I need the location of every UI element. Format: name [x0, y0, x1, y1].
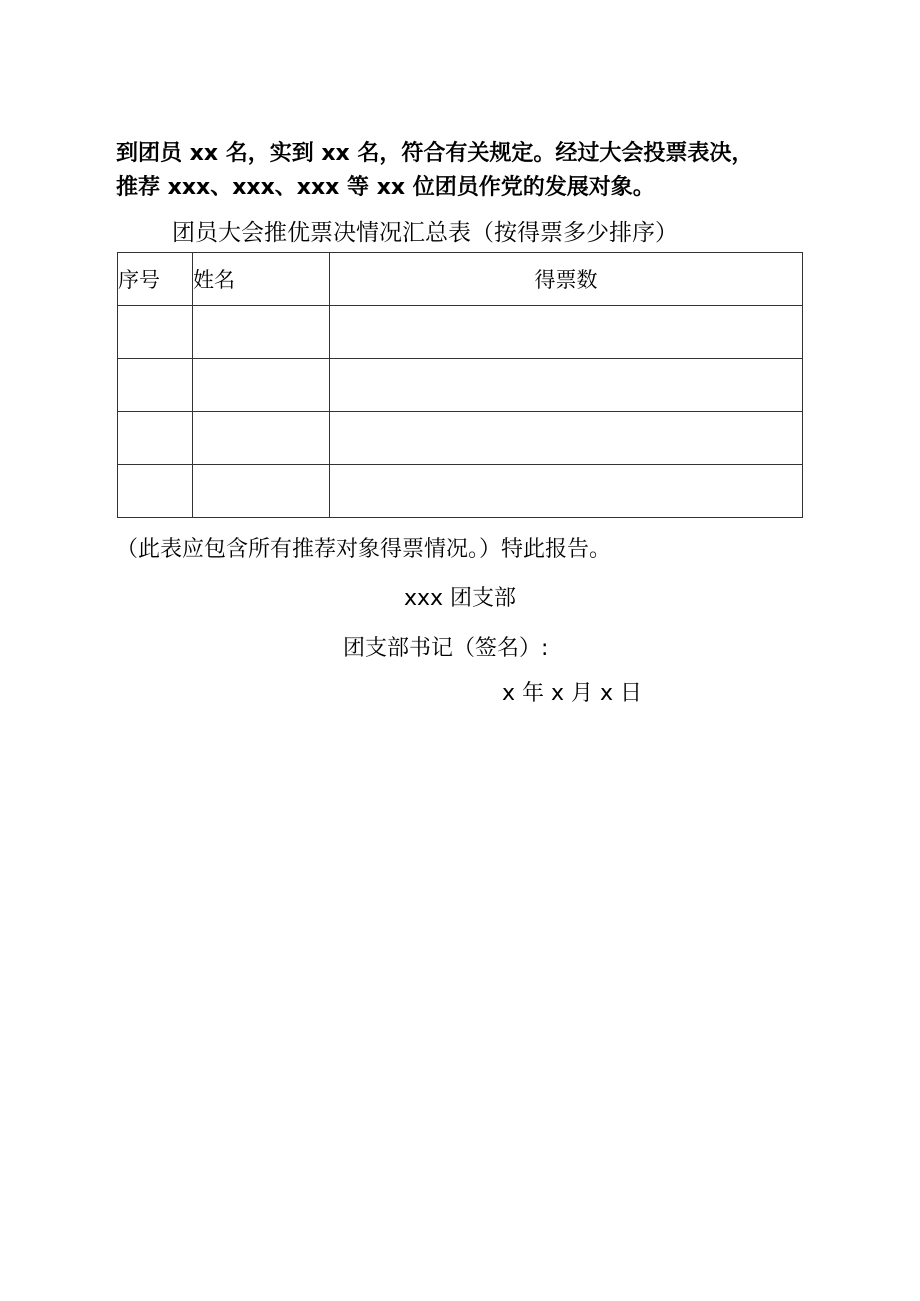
table-row	[118, 306, 803, 359]
cell-serial-number	[118, 412, 193, 465]
report-date: x 年 x 月 x 日	[502, 681, 643, 706]
table-row	[118, 359, 803, 412]
cell-serial-number	[118, 359, 193, 412]
cell-vote-count	[330, 412, 803, 465]
cell-name	[193, 412, 330, 465]
vote-summary-table	[117, 252, 803, 518]
header-name: 姓名	[193, 253, 330, 306]
cell-vote-count	[330, 465, 803, 518]
table-row	[118, 465, 803, 518]
cell-vote-count	[330, 306, 803, 359]
header-serial-number: 序号	[118, 253, 193, 306]
secretary-signature-line: 团支部书记（签名）:	[343, 636, 549, 661]
branch-name: xxx 团支部	[404, 586, 517, 611]
cell-name	[193, 465, 330, 518]
table-note: （此表应包含所有推荐对象得票情况。）特此报告。	[116, 537, 612, 562]
body-paragraph-line-1: 到团员 xx 名，实到 xx 名，符合有关规定。经过大会投票表决，	[116, 141, 754, 166]
cell-serial-number	[118, 306, 193, 359]
table-row	[118, 412, 803, 465]
cell-vote-count	[330, 359, 803, 412]
table-title: 团员大会推优票决情况汇总表（按得票多少排序）	[172, 220, 678, 246]
cell-name	[193, 306, 330, 359]
header-vote-count: 得票数	[330, 253, 803, 306]
body-paragraph-line-2: 推荐 xxx、xxx、xxx 等 xx 位团员作党的发展对象。	[116, 175, 655, 200]
table-header-row	[118, 253, 803, 306]
cell-name	[193, 359, 330, 412]
cell-serial-number	[118, 465, 193, 518]
